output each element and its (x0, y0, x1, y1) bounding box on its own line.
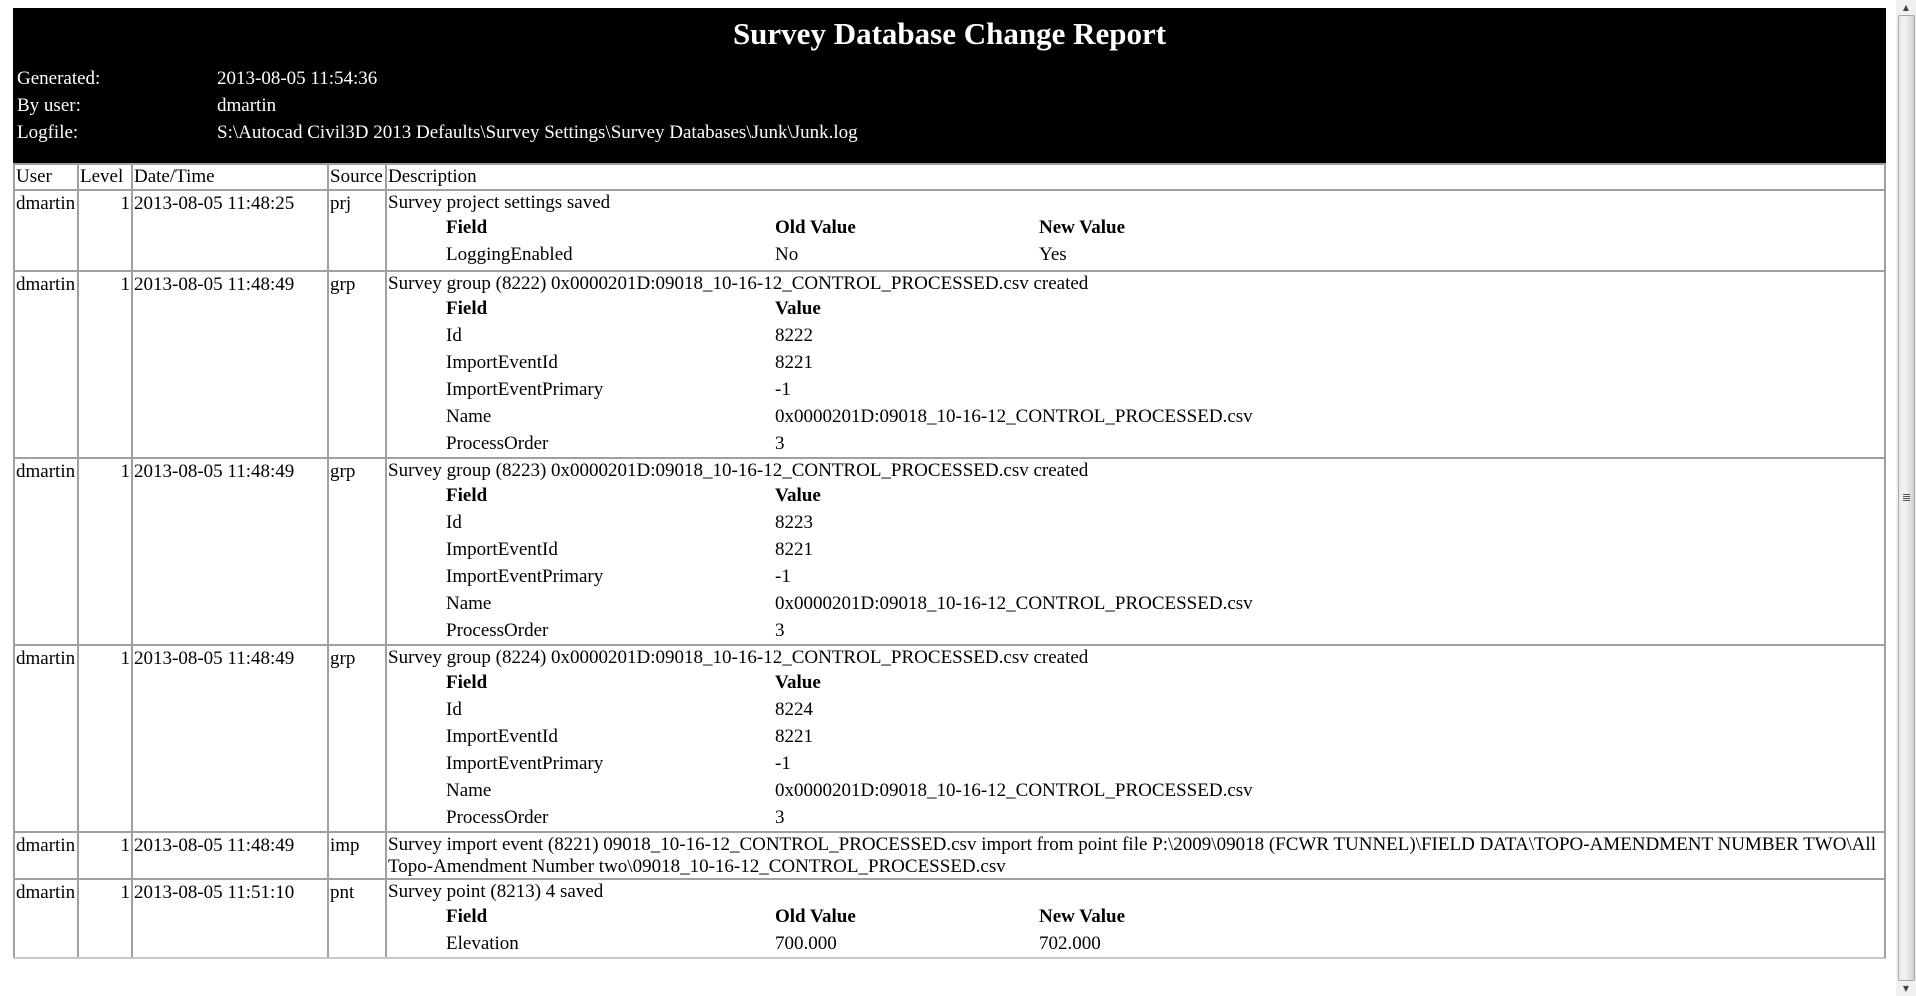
field-header-row (446, 669, 1253, 696)
scrollbar-thumb[interactable] (1898, 15, 1915, 981)
table-row (13, 457, 1884, 644)
field-row (446, 723, 1253, 750)
meta-label: Generated: (17, 68, 101, 89)
field-value: 0x0000201D:09018_10-16-12_CONTROL_PROCESSED.csv (775, 780, 1253, 801)
description-text: Survey group (8222) 0x0000201D:09018_10-16-12_CONTROL_PROCESSED.csv created (388, 273, 1089, 294)
column-header-user: User (13, 163, 77, 189)
field-values-table (446, 482, 1253, 644)
field-name: LoggingEnabled (446, 244, 573, 265)
field-header: Value (775, 485, 821, 506)
field-header: Field (446, 906, 488, 927)
field-header: New Value (1039, 217, 1126, 238)
table-row (13, 878, 1884, 957)
cell-level: 1 (77, 831, 131, 878)
field-name: Id (446, 512, 462, 533)
field-row (446, 430, 1253, 457)
description-text: Survey point (8213) 4 saved (388, 881, 604, 902)
cell-datetime: 2013-08-05 11:48:49 (131, 270, 327, 457)
table-row (13, 270, 1884, 457)
field-row (446, 804, 1253, 831)
cell-user: dmartin (13, 189, 77, 270)
field-value: 8224 (775, 699, 813, 720)
field-name: ImportEventPrimary (446, 753, 604, 774)
cell-datetime: 2013-08-05 11:48:25 (131, 189, 327, 270)
field-value: -1 (775, 753, 791, 774)
grip-icon (1903, 494, 1910, 501)
field-row (446, 509, 1253, 536)
cell-source: grp (327, 270, 385, 457)
column-header-source: Source (327, 163, 385, 189)
field-header: Field (446, 298, 488, 319)
meta-logfile (17, 119, 1890, 146)
cell-user: dmartin (13, 878, 77, 957)
table-row (13, 189, 1884, 270)
field-value: 3 (775, 807, 785, 828)
cell-user: dmartin (13, 831, 77, 878)
cell-source: grp (327, 457, 385, 644)
field-row (446, 349, 1253, 376)
description-text: Survey import event (8221) 09018_10-16-12_CONTROL_PROCESSED.csv import from point file P:\2009\09018 (FCWR TUNNEL)\FIELD DATA\TOPO-AMENDMENT NUMBER TWO\All Topo-Amendment Number two\09018_10-16-12_CONTROL_PROCESSED.csv (388, 834, 1876, 877)
field-name: ImportEventId (446, 539, 558, 560)
cell-user: dmartin (13, 457, 77, 644)
column-header-datetime: Date/Time (131, 163, 327, 189)
field-header: Value (775, 672, 821, 693)
scroll-up-arrow-icon[interactable]: ▲ (1902, 3, 1910, 12)
field-header-row (446, 903, 1239, 930)
table-header-row (13, 163, 1884, 189)
field-row (446, 590, 1253, 617)
field-row (446, 376, 1253, 403)
field-header: Field (446, 485, 488, 506)
field-value: 8221 (775, 726, 813, 747)
field-value: 8222 (775, 325, 813, 346)
field-header: Old Value (775, 217, 856, 238)
meta-by-user (17, 92, 1890, 119)
field-row (446, 563, 1253, 590)
field-new-value: Yes (1039, 244, 1067, 265)
field-name: ProcessOrder (446, 807, 549, 828)
field-header: Field (446, 217, 488, 238)
meta-value: S:\Autocad Civil3D 2013 Defaults\Survey Settings\Survey Databases\Junk\Junk.log (217, 122, 858, 143)
cell-datetime: 2013-08-05 11:48:49 (131, 831, 327, 878)
report-page (13, 8, 1886, 959)
vertical-scrollbar[interactable] (1896, 0, 1916, 996)
meta-value: 2013-08-05 11:54:36 (217, 68, 378, 89)
field-value: 0x0000201D:09018_10-16-12_CONTROL_PROCESSED.csv (775, 406, 1253, 427)
cell-source: grp (327, 644, 385, 831)
field-name: ImportEventPrimary (446, 379, 604, 400)
field-row (446, 322, 1253, 349)
field-header: New Value (1039, 906, 1126, 927)
meta-generated (17, 65, 1890, 92)
meta-label: By user: (17, 95, 81, 116)
field-name: ProcessOrder (446, 433, 549, 454)
field-header: Field (446, 672, 488, 693)
field-header-row (446, 482, 1253, 509)
cell-level: 1 (77, 189, 131, 270)
cell-description (385, 831, 1884, 878)
cell-user: dmartin (13, 644, 77, 831)
cell-level: 1 (77, 644, 131, 831)
cell-user: dmartin (13, 270, 77, 457)
scroll-down-arrow-icon[interactable]: ▼ (1902, 984, 1910, 993)
cell-source: prj (327, 189, 385, 270)
field-header: Old Value (775, 906, 856, 927)
cell-datetime: 2013-08-05 11:51:10 (131, 878, 327, 957)
cell-description (385, 644, 1884, 831)
field-name: ImportEventId (446, 726, 558, 747)
field-name: ProcessOrder (446, 620, 549, 641)
field-new-value: 702.000 (1039, 933, 1101, 954)
field-row (446, 617, 1253, 644)
change-log-table (13, 163, 1886, 959)
field-header: Value (775, 298, 821, 319)
cell-datetime: 2013-08-05 11:48:49 (131, 457, 327, 644)
field-name: Name (446, 406, 492, 427)
field-value: 3 (775, 620, 785, 641)
cell-description (385, 457, 1884, 644)
cell-source: pnt (327, 878, 385, 957)
field-name: ImportEventPrimary (446, 566, 604, 587)
field-value: 3 (775, 433, 785, 454)
field-row (446, 241, 1239, 268)
meta-value: dmartin (217, 95, 277, 116)
column-header-level: Level (77, 163, 131, 189)
field-row (446, 403, 1253, 430)
cell-level: 1 (77, 457, 131, 644)
field-name: Name (446, 593, 492, 614)
cell-description (385, 189, 1884, 270)
report-header (13, 8, 1886, 163)
cell-level: 1 (77, 270, 131, 457)
field-value: -1 (775, 379, 791, 400)
field-value: 8221 (775, 352, 813, 373)
field-row (446, 696, 1253, 723)
description-text: Survey group (8223) 0x0000201D:09018_10-16-12_CONTROL_PROCESSED.csv created (388, 460, 1089, 481)
field-old-value: No (775, 244, 799, 265)
field-changes-table (446, 903, 1239, 957)
field-old-value: 700.000 (775, 933, 837, 954)
field-value: 8223 (775, 512, 813, 533)
field-value: 0x0000201D:09018_10-16-12_CONTROL_PROCESSED.csv (775, 593, 1253, 614)
cell-description (385, 878, 1884, 957)
cell-datetime: 2013-08-05 11:48:49 (131, 644, 327, 831)
field-name: Id (446, 699, 462, 720)
report-title: Survey Database Change Report (732, 16, 1167, 51)
column-header-description: Description (385, 163, 1884, 189)
field-values-table (446, 295, 1253, 457)
table-row (13, 831, 1884, 878)
cell-description (385, 270, 1884, 457)
description-text: Survey project settings saved (388, 192, 611, 213)
field-header-row (446, 295, 1253, 322)
field-row (446, 930, 1239, 957)
field-row (446, 750, 1253, 777)
field-name: Id (446, 325, 462, 346)
field-header-row (446, 214, 1239, 241)
field-name: Elevation (446, 933, 519, 954)
table-row (13, 644, 1884, 831)
cell-source: imp (327, 831, 385, 878)
meta-label: Logfile: (17, 122, 79, 143)
field-row (446, 536, 1253, 563)
field-value: -1 (775, 566, 791, 587)
field-changes-table (446, 214, 1239, 268)
field-name: ImportEventId (446, 352, 558, 373)
field-values-table (446, 669, 1253, 831)
field-row (446, 777, 1253, 804)
description-text: Survey group (8224) 0x0000201D:09018_10-16-12_CONTROL_PROCESSED.csv created (388, 647, 1089, 668)
field-name: Name (446, 780, 492, 801)
cell-level: 1 (77, 878, 131, 957)
field-value: 8221 (775, 539, 813, 560)
